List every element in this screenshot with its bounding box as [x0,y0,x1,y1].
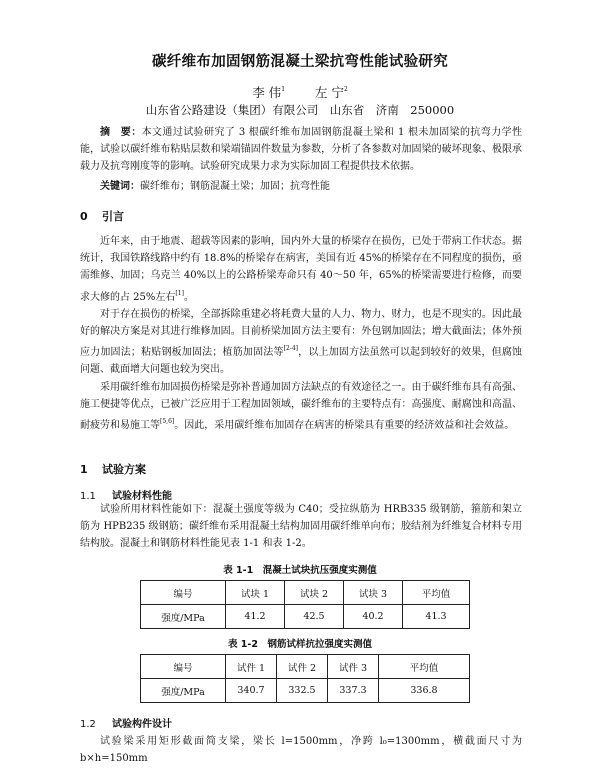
keywords [100,179,522,195]
intro-paragraph-3: 采用碳纤维布加固损伤桥梁是弥补普通加固方法缺点的有效途径之一。由于碳纤维布具有高强、施工便捷等优点，已被广泛应用于工程加固领域，碳纤维布的主要特点有：高强度、耐腐蚀和高温、耐疲劳和易施工等[5,6]。因此，采用碳纤维布加固存在病害的桥梁具有重要的经济效益和社会效益。 [80,381,522,432]
author-mark: 1 [281,86,286,93]
abstract-text: 本文通过试验研究了 3 根碳纤维布加固钢筋混凝土梁和 1 根未加固梁的抗弯力学性能，试验以碳纤维布粘贴层数和梁端锚固件数量为参数，分析了各参数对加固梁的破坏现象、极限承载力及抗弯刚度等的影响。试验研究成果力求为实际加固工程提供技术依据。 [80,127,522,173]
author-mark: 2 [343,86,348,93]
keywords-label: 关键词： [100,181,140,192]
citation: [5,6] [160,418,175,426]
materials-text: 试验所用材料性能如下：混凝土强度等级为 C40；受拉纵筋为 HRB335 级钢筋，箍筋和架立筋为 HPB235 级钢筋；碳纤维布采用混凝土结构加固用碳纤维单向布；胶结剂为纤维复合材料专用结构胶。混凝土和钢筋材料性能见表 1-1 和表 1-2。 [80,504,522,550]
table-1-caption: 表 1-1 混凝土试块抗压强度实测值 [223,565,377,576]
specimen-text: 试验梁采用矩形截面简支梁，梁长 l=1500mm，净跨 l₀=1300mm，横截面尺寸为 b×h=150mm [80,736,522,765]
table-header-row: 编号 试件 1 试件 2 试件 3 平均值 [141,655,470,679]
affiliation: 山东省公路建设（集团）有限公司 山东省 济南 250000 [145,103,455,117]
abstract-label: 摘 要： [100,127,142,138]
subsection-heading-1-1: 1.1 试验材料性能 [80,491,172,502]
author-name: 左 宁 [314,85,344,100]
table-row: 强度/MPa 41.2 42.5 40.2 41.3 [141,605,470,629]
citation: [1] [175,289,184,297]
table-2-caption: 表 1-2 钢筋试样抗拉强度实测值 [228,639,372,650]
table-header-row: 编号 试块 1 试块 2 试块 3 平均值 [141,581,470,605]
section-heading-1: 1 试验方案 [80,463,146,476]
intro-body [80,233,522,434]
subsection-heading-1-2: 1.2 试验构件设计 [80,719,172,730]
author-name: 李 伟 [252,85,282,100]
table-1 [140,580,470,629]
paper-title: 碳纤维布加固钢筋混凝土梁抗弯性能试验研究 [152,54,448,70]
table-2 [140,654,470,703]
intro-paragraph-1: 近年来，由于地震、超载等因素的影响，国内外大量的桥梁存在损伤，已处于带病工作状态。据统计，我国铁路线路中约有 18.8%的桥梁存在病害，美国有近 45%的桥梁存在不同程度的损伤，亟需维修、加固；乌克兰 40%以上的公路桥梁寿命只有 40～50 年，65%的桥梁需要进行检修，而要求大修的占 25%左右[1]。 [80,236,522,303]
author-line [0,83,600,101]
keywords-text: 碳纤维布；钢筋混凝土梁；加固；抗弯性能 [140,181,330,192]
section-heading-0: 0 引言 [80,210,124,223]
abstract [80,124,522,176]
table-row: 强度/MPa 340.7 332.5 337.3 336.8 [141,679,470,703]
intro-paragraph-2: 对于存在损伤的桥梁，全部拆除重建必将耗费大量的人力、物力、财力，也是不现实的。因此最好的解决方案是对其进行维修加固。目前桥梁加固方法主要有：外包钢加固法；增大截面法；体外预应力加固法；粘贴钢板加固法；植筋加固法等[2-4]，以上加固方法虽然可以起到较好的效果，但腐蚀问题、截面增大问题也较为突出。 [80,308,523,376]
citation: [2-4] [283,345,298,353]
